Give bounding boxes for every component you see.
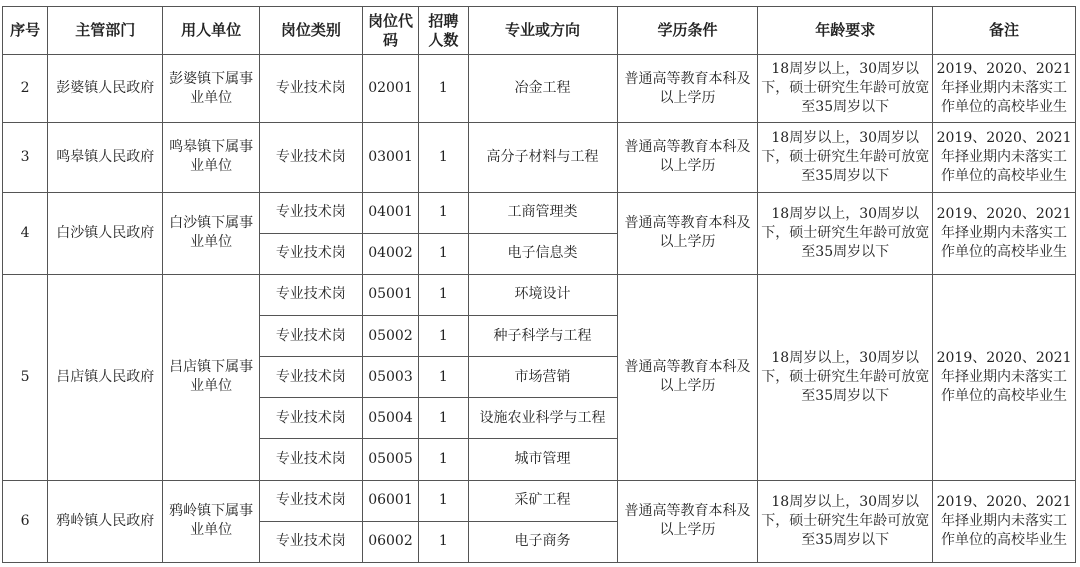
education-cell: 普通高等教育本科及以上学历 <box>617 192 758 274</box>
unit-cell: 鸣皋镇下属事业单位 <box>163 123 260 192</box>
count-cell: 1 <box>419 123 468 192</box>
category-cell: 专业技术岗 <box>259 55 362 123</box>
major-cell: 城市管理 <box>468 439 617 480</box>
seq-cell: 4 <box>3 192 48 274</box>
seq-cell: 2 <box>3 55 48 123</box>
count-cell: 1 <box>419 233 468 274</box>
unit-cell: 鸦岭镇下属事业单位 <box>163 480 260 562</box>
header-code: 岗位代码 <box>362 7 419 55</box>
major-cell: 电子信息类 <box>468 233 617 274</box>
table-row <box>3 123 1076 192</box>
code-cell: 06001 <box>362 480 419 521</box>
table-row <box>3 480 1076 521</box>
category-cell: 专业技术岗 <box>259 192 362 233</box>
table-row <box>3 55 1076 123</box>
age-cell: 18周岁以上，30周岁以下，硕士研究生年龄可放宽至35周岁以下 <box>758 55 933 123</box>
category-cell: 专业技术岗 <box>259 274 362 315</box>
seq-cell: 3 <box>3 123 48 192</box>
count-cell: 1 <box>419 480 468 521</box>
note-cell: 2019、2020、2021年择业期内未落实工作单位的高校毕业生 <box>933 123 1076 192</box>
code-cell: 04001 <box>362 192 419 233</box>
header-row <box>3 7 1076 55</box>
count-cell: 1 <box>419 439 468 480</box>
table-row <box>3 274 1076 315</box>
code-cell: 06002 <box>362 521 419 562</box>
dept-cell: 鸣皋镇人民政府 <box>48 123 163 192</box>
count-cell: 1 <box>419 274 468 315</box>
dept-cell: 吕店镇人民政府 <box>48 274 163 480</box>
header-note: 备注 <box>933 7 1076 55</box>
major-cell: 环境设计 <box>468 274 617 315</box>
category-cell: 专业技术岗 <box>259 233 362 274</box>
category-cell: 专业技术岗 <box>259 357 362 398</box>
category-cell: 专业技术岗 <box>259 398 362 439</box>
age-cell: 18周岁以上，30周岁以下，硕士研究生年龄可放宽至35周岁以下 <box>758 274 933 480</box>
code-cell: 03001 <box>362 123 419 192</box>
header-seq: 序号 <box>3 7 48 55</box>
count-cell: 1 <box>419 55 468 123</box>
seq-cell: 6 <box>3 480 48 562</box>
note-cell: 2019、2020、2021年择业期内未落实工作单位的高校毕业生 <box>933 274 1076 480</box>
code-cell: 02001 <box>362 55 419 123</box>
unit-cell: 彭婆镇下属事业单位 <box>163 55 260 123</box>
header-age: 年龄要求 <box>758 7 933 55</box>
header-unit: 用人单位 <box>163 7 260 55</box>
header-category: 岗位类别 <box>259 7 362 55</box>
education-cell: 普通高等教育本科及以上学历 <box>617 123 758 192</box>
major-cell: 工商管理类 <box>468 192 617 233</box>
age-cell: 18周岁以上，30周岁以下，硕士研究生年龄可放宽至35周岁以下 <box>758 123 933 192</box>
code-cell: 05004 <box>362 398 419 439</box>
category-cell: 专业技术岗 <box>259 439 362 480</box>
unit-cell: 白沙镇下属事业单位 <box>163 192 260 274</box>
education-cell: 普通高等教育本科及以上学历 <box>617 55 758 123</box>
major-cell: 电子商务 <box>468 521 617 562</box>
note-cell: 2019、2020、2021年择业期内未落实工作单位的高校毕业生 <box>933 480 1076 562</box>
header-dept: 主管部门 <box>48 7 163 55</box>
note-cell: 2019、2020、2021年择业期内未落实工作单位的高校毕业生 <box>933 192 1076 274</box>
category-cell: 专业技术岗 <box>259 316 362 357</box>
major-cell: 设施农业科学与工程 <box>468 398 617 439</box>
note-cell: 2019、2020、2021年择业期内未落实工作单位的高校毕业生 <box>933 55 1076 123</box>
code-cell: 04002 <box>362 233 419 274</box>
category-cell: 专业技术岗 <box>259 521 362 562</box>
count-cell: 1 <box>419 316 468 357</box>
dept-cell: 白沙镇人民政府 <box>48 192 163 274</box>
major-cell: 高分子材料与工程 <box>468 123 617 192</box>
count-cell: 1 <box>419 192 468 233</box>
header-education: 学历条件 <box>617 7 758 55</box>
major-cell: 种子科学与工程 <box>468 316 617 357</box>
education-cell: 普通高等教育本科及以上学历 <box>617 480 758 562</box>
age-cell: 18周岁以上，30周岁以下，硕士研究生年龄可放宽至35周岁以下 <box>758 480 933 562</box>
category-cell: 专业技术岗 <box>259 480 362 521</box>
code-cell: 05002 <box>362 316 419 357</box>
seq-cell: 5 <box>3 274 48 480</box>
header-major: 专业或方向 <box>468 7 617 55</box>
table-row <box>3 192 1076 233</box>
major-cell: 采矿工程 <box>468 480 617 521</box>
count-cell: 1 <box>419 398 468 439</box>
count-cell: 1 <box>419 357 468 398</box>
dept-cell: 彭婆镇人民政府 <box>48 55 163 123</box>
header-count: 招聘人数 <box>419 7 468 55</box>
code-cell: 05003 <box>362 357 419 398</box>
code-cell: 05005 <box>362 439 419 480</box>
code-cell: 05001 <box>362 274 419 315</box>
dept-cell: 鸦岭镇人民政府 <box>48 480 163 562</box>
education-cell: 普通高等教育本科及以上学历 <box>617 274 758 480</box>
age-cell: 18周岁以上，30周岁以下，硕士研究生年龄可放宽至35周岁以下 <box>758 192 933 274</box>
recruitment-table <box>2 6 1076 563</box>
unit-cell: 吕店镇下属事业单位 <box>163 274 260 480</box>
category-cell: 专业技术岗 <box>259 123 362 192</box>
count-cell: 1 <box>419 521 468 562</box>
major-cell: 冶金工程 <box>468 55 617 123</box>
major-cell: 市场营销 <box>468 357 617 398</box>
